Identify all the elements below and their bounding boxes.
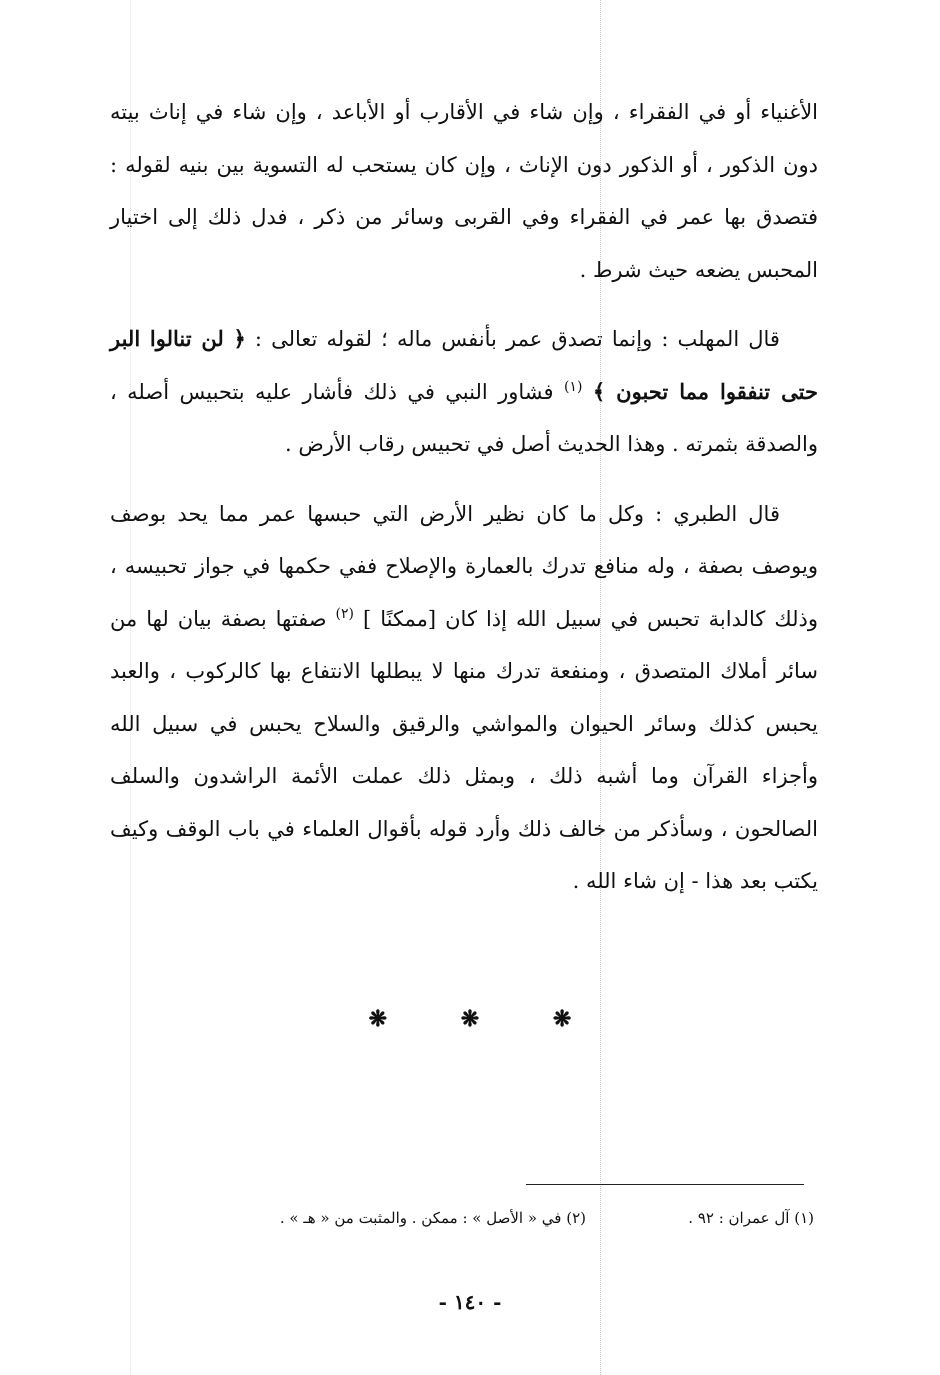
page-number: - ١٤٠ - <box>438 1290 502 1314</box>
main-text <box>110 86 818 908</box>
footnote-2: (٢) في « الأصل » : ممكن . والمثبت من « هـ » . <box>279 1209 586 1227</box>
paragraph-3-rest: صفتها بصفة بيان لها من سائر أملاك المتصدق ، ومنفعة تدرك منها لا يبطلها الانتفاع بها كالركوب ، والعبد يحبس كذلك وسائر الحيوان والمواشي والرقيق والسلاح يحبس في سبيل الله وأجزاء القرآن وما أشبه ذلك ، وبمثل ذلك عملت الأئمة الراشدون والسلف الصالحون ، وسأذكر من خالف ذلك وأرد قوله بأقوال العلماء في باب الوقف وكيف يكتب بعد هذا - إن شاء الله . <box>110 606 818 893</box>
quran-quote: ﴿ لن تنالوا البر حتى تنفقوا مما تحبون ﴾ <box>110 326 819 404</box>
section-separator <box>0 1006 940 1032</box>
separator-star: ❋ <box>368 1006 388 1032</box>
paragraph-3 <box>110 488 818 908</box>
separator-star: ❋ <box>460 1006 480 1032</box>
paragraph-2-intro: قال المهلب : وإنما تصدق عمر بأنفس ماله ؛ لقوله تعالى : <box>245 327 780 351</box>
paragraph-2-rest: فشاور النبي في ذلك فأشار عليه بتحبيس أصله ، والصدقة بثمرته . وهذا الحديث أصل في تحبيس رقاب الأرض . <box>110 379 818 456</box>
footnote-divider <box>526 1184 804 1185</box>
paragraph-1 <box>110 86 818 296</box>
footnote-ref-2: (٢) <box>335 605 355 622</box>
footnote-1: (١) آل عمران : ٩٢ . <box>688 1209 814 1227</box>
paragraph-2 <box>110 313 818 471</box>
separator-star: ❋ <box>552 1006 572 1032</box>
footnote-ref-1: (١) <box>563 378 583 395</box>
paragraph-3-intro: قال الطبري : وكل ما كان نظير الأرض التي حبسها عمر مما يحد بوصف ويوصف بصفة ، وله منافع تدرك بالعمارة والإصلاح ففي حكمها في جواز تحبيسه ، وذلك كالدابة تحبس في سبيل الله إذا كان [ممكنًا ] <box>110 501 818 631</box>
paragraph-1-text: الأغنياء أو في الفقراء ، وإن شاء في الأقارب أو الأباعد ، وإن شاء في إناث بيته دون الذكور ، أو الذكور دون الإناث ، وإن كان يستحب له التسوية بين بنيه لقوله : فتصدق بها عمر في الفقراء وفي القربى وسائر من ذكر ، فدل ذلك إلى اختيار المحبس يضعه حيث شرط . <box>110 100 818 282</box>
